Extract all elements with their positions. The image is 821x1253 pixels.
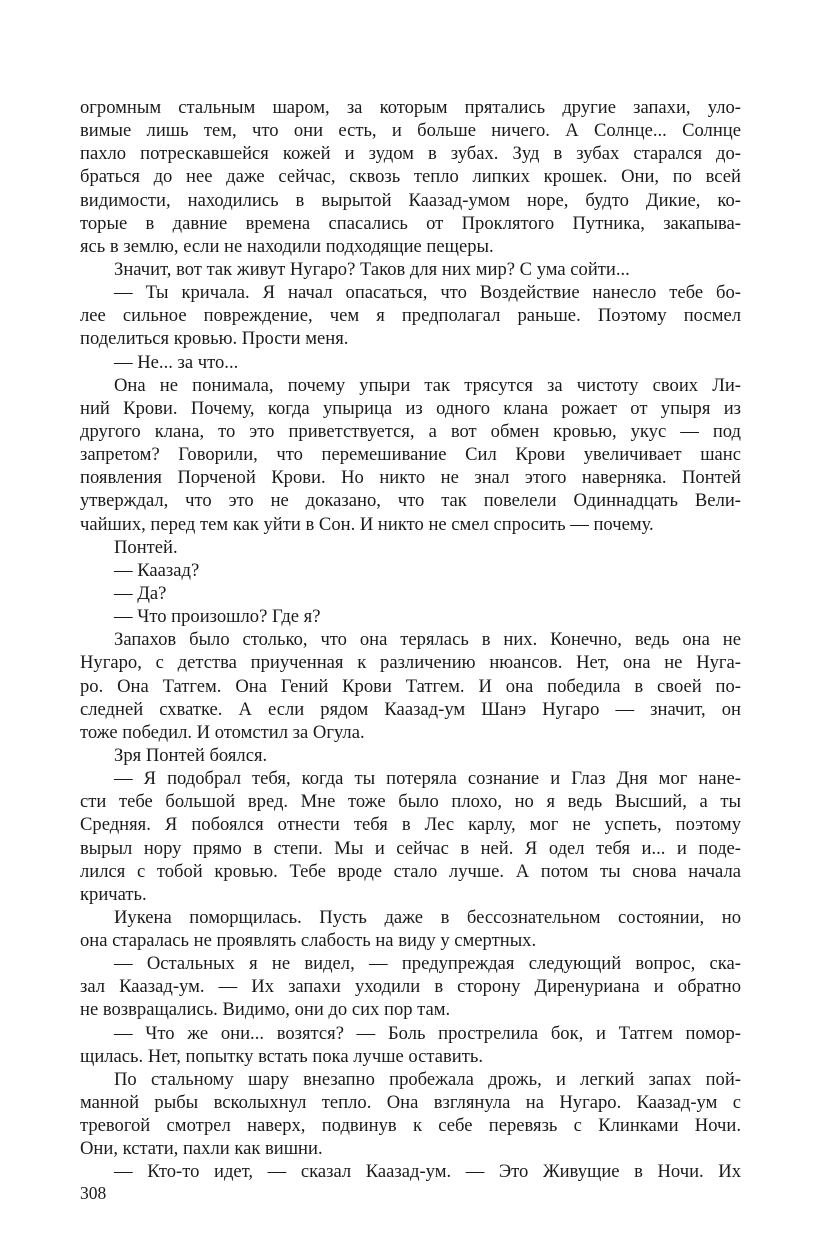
text-line: — Да? <box>114 582 167 604</box>
text-line: — Что произошло? Где я? <box>114 606 321 628</box>
text-line: поделиться кровью. Прости меня. <box>80 328 349 350</box>
text-line: сти тебе большой вред. Мне тоже было плохо, но я ведь Высший, а ты <box>80 791 741 813</box>
text-line: Зря Понтей боялся. <box>114 744 268 766</box>
text-line: — Кто-то идет, — сказал Каазад-ум. — Это Живущие в Ночи. Их <box>114 1161 741 1183</box>
text-line: Запахов было столько, что она терялась в них. Конечно, ведь она не <box>114 629 741 651</box>
text-line: огромным стальным шаром, за которым прятались другие запахи, уло- <box>80 97 741 118</box>
page-number: 308 <box>80 1183 107 1203</box>
text-line: торые в давние времена спасались от Проклятого Путника, закапыва- <box>80 212 741 234</box>
text-line: Значит, вот так живут Нугаро? Таков для них мир? С ума сойти... <box>114 258 630 280</box>
text-line: пахло потрескавшейся кожей и зудом в зубах. Зуд в зубах старался до- <box>80 143 741 165</box>
text-line: ясь в землю, если не находили подходящие пещеры. <box>80 235 494 257</box>
text-line: лее сильное повреждение, чем я предполагал раньше. Поэтому посмел <box>80 305 741 327</box>
text-line: браться до нее даже сейчас, сквозь тепло липких крошек. Они, по всей <box>80 166 741 188</box>
text-line: манной рыбы всколыхнул тепло. Она взглянула на Нугаро. Каазад-ум с <box>80 1092 741 1114</box>
text-line: лился с тобой кровью. Тебе вроде стало лучше. А потом ты снова начала <box>80 860 741 882</box>
text-line: — Каазад? <box>114 559 200 581</box>
text-line: не возвращались. Видимо, они до сих пор там. <box>80 999 451 1021</box>
text-line: ний Крови. Почему, когда упырица из одного клана рожает от упыря из <box>80 397 741 419</box>
text-line: тоже победил. И отомстил за Огула. <box>80 721 365 743</box>
text-line: По стальному шару внезапно пробежала дрожь, и легкий запах пой- <box>114 1068 741 1090</box>
text-line: Они, кстати, пахли как вишни. <box>80 1138 323 1160</box>
text-line: щилась. Нет, попытку встать пока лучше оставить. <box>80 1045 484 1067</box>
text-line: Понтей. <box>114 536 178 558</box>
text-line: она старалась не проявлять слабость на виду у смертных. <box>80 930 537 952</box>
text-line: другого клана, то это приветствуется, а вот обмен кровью, укус — под <box>80 420 741 442</box>
text-line: — Я подобрал тебя, когда ты потеряла сознание и Глаз Дня мог нане- <box>114 768 741 790</box>
text-line: ро. Она Татгем. Она Гений Крови Татгем. И она победила в своей по- <box>80 675 741 697</box>
text-line: тревогой смотрел наверх, подвинув к себе перевязь с Клинками Ночи. <box>80 1115 741 1137</box>
book-page-text <box>80 96 741 1184</box>
text-line: вырыл нору прямо в степи. Мы и сейчас в ней. Я одел тебя и... и поде- <box>80 837 741 859</box>
text-line: следней схватке. А если рядом Каазад-ум Шанэ Нугаро — значит, он <box>80 698 741 720</box>
text-line: чайших, перед тем как уйти в Сон. И никто не смел спросить — почему. <box>80 513 654 535</box>
text-line: появления Порченой Крови. Но никто не знал этого наверняка. Понтей <box>80 467 741 489</box>
text-line: — Остальных я не видел, — предупреждая следующий вопрос, ска- <box>114 953 741 975</box>
text-line: вимые лишь тем, что они есть, и больше ничего. А Солнце... Солнце <box>80 120 741 142</box>
text-line: зал Каазад-ум. — Их запахи уходили в сторону Диренуриана и обратно <box>80 976 741 998</box>
text-line: видимости, находились в вырытой Каазад-умом норе, будто Дикие, ко- <box>80 189 741 211</box>
text-line: утверждал, что это не доказано, что так повелели Одиннадцать Вели- <box>80 490 741 512</box>
text-line: Иукена поморщилась. Пусть даже в бессознательном состоянии, но <box>114 906 741 928</box>
text-line: — Что же они... возятся? — Боль прострелила бок, и Татгем помор- <box>114 1022 741 1044</box>
text-line: Она не понимала, почему упыри так трясутся за чистоту своих Ли- <box>114 374 741 396</box>
text-line: кричать. <box>80 883 147 905</box>
text-line: запретом? Говорили, что перемешивание Сил Крови увеличивает шанс <box>80 444 741 466</box>
text-line: Нугаро, с детства приученная к различению нюансов. Нет, она не Нуга- <box>80 652 741 674</box>
text-line: Средняя. Я побоялся отнести тебя в Лес карлу, мог не успеть, поэтому <box>80 814 741 836</box>
text-line: — Не... за что... <box>114 351 239 373</box>
text-line: — Ты кричала. Я начал опасаться, что Воздействие нанесло тебе бо- <box>114 282 741 304</box>
